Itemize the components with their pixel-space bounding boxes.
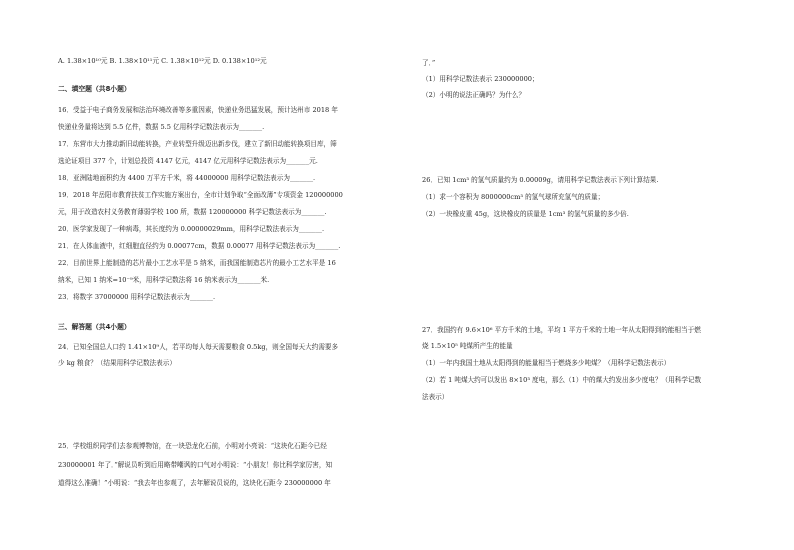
q22-line-1: 22．目前世界上能制造的芯片最小工艺水平是 5 纳米，而我国能制造芯片的最小工艺水平是 16 xyxy=(58,259,336,267)
q17-line-2: 选论证项目 377 个，计划总投资 4147 亿元，4147 亿元用科学记数法表示为_______元. xyxy=(58,157,318,165)
q23-line-1: 23．将数字 37000000 用科学记数法表示为_______. xyxy=(58,293,216,301)
q16-line-2: 快递业务量将达到 5.5 亿件，数据 5.5 亿用科学记数法表示为_______. xyxy=(58,123,265,131)
section-answer-title: 三、解答题（共4小题） xyxy=(58,323,131,331)
q25-line-2: 230000001 年了．”解说员听到后用略带嘲讽的口气对小明说：“小朋友！你比科学家厉害，知 xyxy=(58,461,333,469)
section-fill-in-title: 二、填空题（共8小题） xyxy=(58,85,131,93)
q27-line-5: 法表示） xyxy=(422,393,449,401)
q25-line-1: 25．学校组织同学们去参观博物馆，在一块恐龙化石前，小明对小亮说：“这块化石距今已经 xyxy=(58,442,327,450)
q27-line-2: 烧 1.5×10⁵ 吨煤所产生的能量 xyxy=(422,342,513,350)
q18-line-1: 18．亚洲陆地面积约为 4400 万平方千米，将 44000000 用科学记数法表示为_______. xyxy=(58,174,316,182)
q26-line-1: 26．已知 1cm³ 的氢气质量约为 0.00009g，请用科学记数法表示下列计算结果. xyxy=(422,176,659,184)
q19-line-1: 19．2018 年岳阳市教育扶贫工作实施方案出台，全市计划争取“全面改薄”专项资金 120000000 xyxy=(58,191,343,199)
q21-line-1: 21．在人体血液中，红细胞直径约为 0.00077cm，数据 0.00077 用科学记数法表示为_______. xyxy=(58,242,341,250)
q25-line-3: 道得这么准确！”小明说：“我去年也参观了，去年解说员说的，这块化石距今 230000000 年 xyxy=(58,479,331,487)
q27-line-4: （2）若 1 吨煤大约可以发出 8×10³ 度电，那么（1）中的煤大约发出多少度电？（用科学记数 xyxy=(422,376,702,384)
q27-line-3: （1）一年内我国土地从太阳得到的能量相当于燃烧多少吨煤？（用科学记数法表示） xyxy=(422,359,671,367)
q17-line-1: 17．东营市大力推动新旧动能转换，产业转型升级迈出新步伐，建立了新旧动能转换项目库，筛 xyxy=(58,140,337,148)
q25-cont-line-1: 了．” xyxy=(422,59,436,67)
q22-line-2: 纳米，已知 1 纳米=10⁻⁹米，用科学记数法将 16 纳米表示为_______米. xyxy=(58,276,270,284)
q20-line-1: 20．医学家发现了一种病毒，其长度约为 0.00000029mm，用科学记数法表示为_______. xyxy=(58,225,325,233)
q25-cont-line-3: （2）小明的说法正确吗？为什么？ xyxy=(422,91,526,99)
q19-line-2: 元，用于改造农村义务教育薄弱学校 100 所，数据 120000000 科学记数法表示为_______. xyxy=(58,208,327,216)
q27-line-1: 27．我国约有 9.6×10⁶ 平方千米的土地，平均 1 平方千米的土地一年从太阳得到的能相当于燃 xyxy=(422,326,701,334)
q25-cont-line-2: （1）用科学记数法表示 230000000； xyxy=(422,75,539,83)
q26-line-2: （1）求一个容积为 8000000cm³ 的氢气球所充氢气的质量； xyxy=(422,193,605,201)
q24-line-1: 24．已知全国总人口约 1.41×10⁹人，若平均每人每天需要粮食 0.5kg，则全国每天大约需要多 xyxy=(58,343,339,351)
q24-line-2: 少 kg 粮食？（结果用科学记数法表示） xyxy=(58,359,176,367)
q16-line-1: 16．受益于电子商务发展和法治环境改善等多重因素，快递业务迅猛发展，预计达州市 2018 年 xyxy=(58,106,338,114)
q26-line-3: （2）一块橡皮重 45g，这块橡皮的质量是 1cm³ 的氢气质量的多少倍. xyxy=(422,210,629,218)
q15-options: A. 1.38×10¹⁰元 B. 1.38×10¹¹元 C. 1.38×10¹²元 D. 0.138×10¹²元 xyxy=(58,57,267,65)
